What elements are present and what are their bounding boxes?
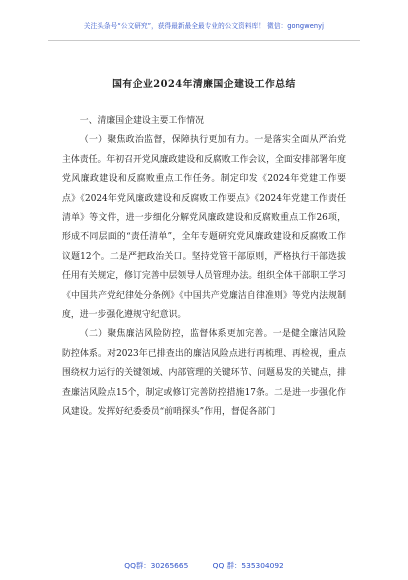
document-title: 国有企业2024年清廉国企建设工作总结: [112, 79, 296, 90]
header-divider: [48, 40, 360, 41]
footer-contacts: [0, 560, 408, 571]
paragraph-1: （一）聚焦政治监督，保障执行更加有力。一是落实全面从严治党主体责任。年初召开党风廉政建设和反腐败工作会议，全面安排部署年度党风廉政建设和反腐败重点工作任务。制定印发《2024年党建工作要点》《2024年党风廉政建设和反腐败工作要点》《2024年党建工作责任清单》等文件，进一步细化分解党风廉政建设和反腐败重点工作26项，形成不同层面的“责任清单”，全年专题研究党风廉政建设和反腐败工作议题12个。二是严把政治关口。坚持党管干部原则，严格执行干部选拔任用有关规定，修订完善中层领导人员管理办法。组织全体干部职工学习《中国共产党纪律处分条例》《中国共产党廉洁自律准则》等党内法规制度，进一步强化遵规守纪意识。: [62, 135, 346, 321]
section-heading: 一、清廉国企建设主要工作情况: [79, 116, 205, 126]
header-note: 关注头条号“公文研究”，获得最新最全最专业的公文资料库！ 微信：gongwenyj: [83, 22, 325, 30]
footer-qq-group-1: QQ群：30265665: [124, 561, 189, 570]
paragraph-2: （二）聚焦廉洁风险防控，监督体系更加完善。一是健全廉洁风险防控体系。对2023年已排查出的廉洁风险点进行再梳理、再检视，重点围绕权力运行的关键领域、内部管理的关键环节、问题易发的关键点，排查廉洁风险点15个，制定或修订完善防控措施17条。二是进一步强化作风建设。发挥好纪委委员“前哨探头”作用，督促各部门: [62, 329, 346, 418]
document-body: [62, 112, 346, 423]
footer-qq-group-2: QQ 群：535304092: [212, 561, 284, 570]
